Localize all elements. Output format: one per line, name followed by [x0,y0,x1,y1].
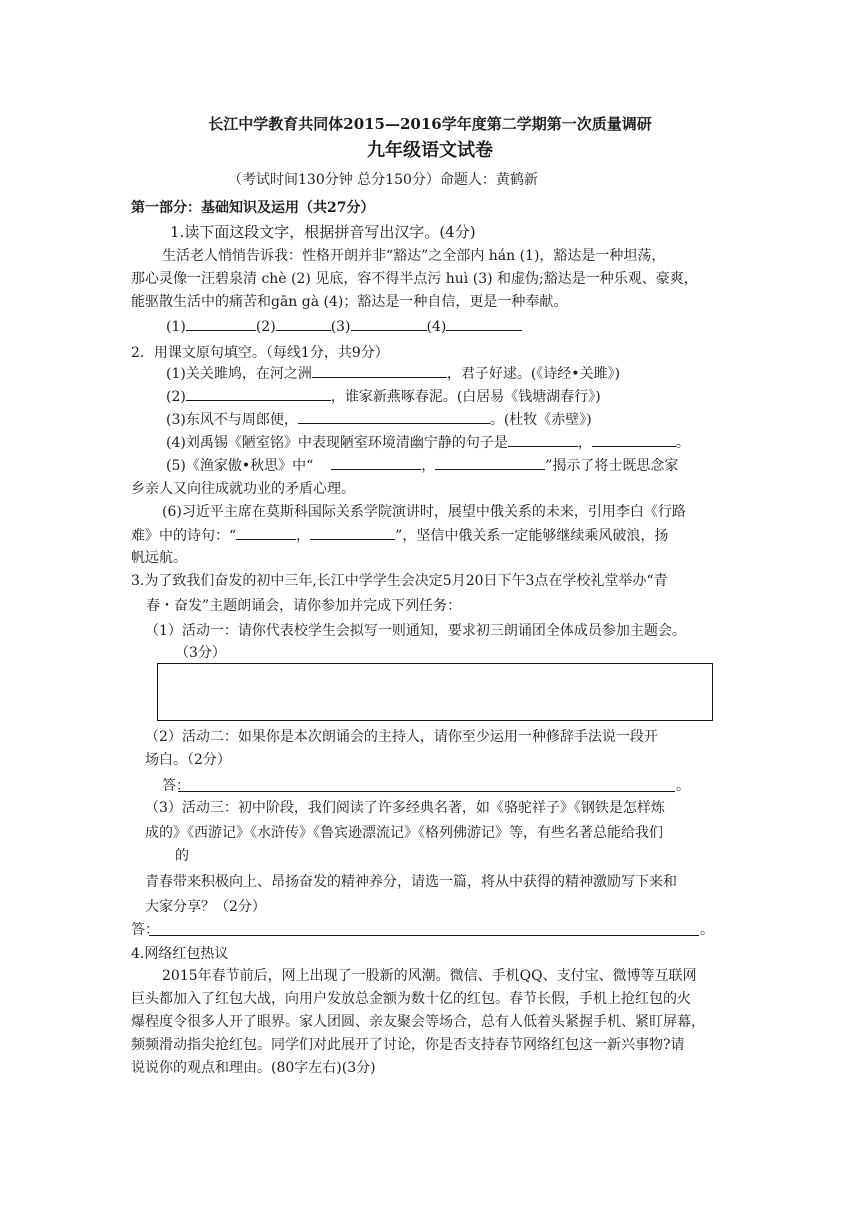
q1-para-line-2: 那心灵像一汪碧泉清 chè (2) 见底，容不得半点污 huì (3) 和虚伪;豁达是一种乐观、豪爽， [131,271,698,287]
q1-blank-4[interactable] [446,316,522,331]
q1-blank-label-3: (3) [330,319,351,335]
q2-blank-5b[interactable] [435,455,545,470]
q4-para-line-4: 频频滑动指尖抢红包。同学们对此展开了讨论，你是否支持春节网络红包这一新兴事物?请 [131,1037,685,1053]
q4-title: 4.网络红包热议 [131,946,229,962]
q1-blank-label-1: (1) [166,319,186,335]
q2-item-6-line-2 [131,525,668,546]
q3-intro-line-1: 3.为了致我们奋发的初中三年,长江中学学生会决定5月20日下午3点在学校礼堂举办“青 [131,573,668,589]
q3-activity-3-line-3: 的 [175,848,189,864]
q2-item-1-source: ，君子好逑。(《诗经•关雎》) [446,366,621,382]
q3-activity-2-line-1: （2）活动二：如果你是本次朗诵会的主持人，请你至少运用一种修辞手法说一段开 [145,729,658,745]
q4-para-line-3: 爆程度令很多人开了眼界。家人团圆、亲友聚会等场合，总有人低着头紧握手机、紧盯屏幕， [131,1014,705,1030]
q2-item-5-tail: ”揭示了将士既思念家 [545,458,679,474]
exam-info: （考试时间130分钟 总分150分）命题人：黄鹤新 [228,172,538,188]
q4-para-line-2: 巨头都加入了红包大战，向用户发放总金额为数十亿的红包。春节长假，手机上抢红包的火 [131,991,691,1007]
q2-item-5 [166,455,678,476]
q2-item-2-source: ，谁家新燕啄春泥。(白居易《钱塘湖春行》) [330,389,601,405]
q2-item-6-line-1: (6)习近平主席在莫斯科国际关系学院演讲时，展望中俄关系的未来，引用李白《行路 [162,504,686,520]
q4-para-line-5: 说说你的观点和理由。(80字左右)(3分) [131,1060,376,1076]
q2-item-6-comma: ， [296,528,311,544]
q2-item-2 [166,386,601,407]
q2-item-2-text: (2) [166,389,186,405]
q2-blank-6b[interactable] [310,525,395,540]
q2-item-6-line-3: 帆远航。 [131,550,187,566]
q3-activity-3-line-2: 成的》《西游记》《水浒传》《鲁宾逊漂流记》《格列佛游记》等，有些名著总能给我们 [145,825,663,841]
q2-item-5-text: (5)《渔家傲•秋思》中“ [166,458,314,474]
q3-activity-3-line-4: 青春带来积极向上、昂扬奋发的精神养分，请选一篇，将从中获得的精神激励写下来和 [145,874,677,890]
q2-blank-2[interactable] [186,386,331,401]
q3-activity-2-line-2: 场白。（2分） [145,752,231,768]
q1-blank-label-4: (4) [426,319,447,335]
q2-item-6-tail: ”，坚信中俄关系一定能够继续乘风破浪，扬 [395,528,669,544]
q2-item-6-text: 难》中的诗句：“ [131,528,237,544]
q2-item-4-text: (4)刘禹锡《陋室铭》中表现陋室环境清幽宁静的句子是 [166,435,508,451]
q2-blank-4a[interactable] [508,432,578,447]
q1-blank-1[interactable] [186,316,256,331]
part1-heading: 第一部分：基础知识及运用（共27分） [131,200,375,216]
q2-prompt: 2．用课文原句填空。（每线1分，共9分） [131,345,389,361]
q3-answer-1-label: 答： [162,778,190,794]
q4-para-line-1: 2015年春节前后，网上出现了一股新的风潮。微信、手机QQ、支付宝、微博等互联网 [162,968,697,984]
q2-blank-3[interactable] [298,409,490,424]
exam-subtitle: 九年级语文试卷 [367,140,493,161]
exam-title: 长江中学教育共同体2015—2016学年度第二学期第一次质量调研 [208,115,652,133]
q2-blank-1[interactable] [312,363,447,378]
q2-blank-6a[interactable] [236,525,296,540]
q1-para-line-1: 生活老人悄悄告诉我：性格开朗并非“豁达”之全部内 hán (1)，豁达是一种坦荡， [162,248,666,264]
q1-prompt: 1.读下面这段文字，根据拼音写出汉字。(4分) [170,223,476,241]
q2-item-1-text: (1)关关雎鸠，在河之洲 [166,366,312,382]
q1-blank-3[interactable] [351,316,427,331]
q2-blank-4b[interactable] [592,432,676,447]
q3-answer-2-end: 。 [700,922,714,938]
q3-answer-2-label: 答： [131,922,159,938]
q3-answer-1-line[interactable] [178,791,675,792]
q2-item-3-source: 。(杜牧《赤壁》) [489,412,592,428]
q2-item-3-text: (3)东风不与周郎便， [166,412,298,428]
q3-activity-1-points: （3分） [175,645,226,661]
q1-para-line-3: 能驱散生活中的痛苦和gān gà (4)；豁达是一种自信，更是一种奉献。 [131,294,568,310]
q2-item-4-comma: ， [577,435,592,451]
q2-item-3 [166,409,592,430]
q2-item-4-end: 。 [675,435,690,451]
q2-item-1 [166,363,620,384]
q2-item-4 [166,432,690,453]
q2-item-5-comma: ， [421,458,436,474]
q2-blank-5a[interactable] [331,455,421,470]
q2-item-5-line-2: 乡亲人又向往成就功业的矛盾心理。 [131,481,355,497]
q3-activity-1: （1）活动一：请你代表校学生会拟写一则通知，要求初三朗诵团全体成员参加主题会。 [145,623,686,639]
q3-answer-2-line[interactable] [149,935,699,936]
q1-blank-2[interactable] [276,316,331,331]
q1-blanks-row [166,316,522,337]
q3-intro-line-2: 春・奋发”主题朗诵会，请你参加并完成下列任务： [146,598,462,614]
q3-activity-3-line-5: 大家分享？（2分） [145,899,266,915]
q1-blank-label-2: (2) [255,319,276,335]
q3-answer-1-end: 。 [676,778,690,794]
notice-answer-box[interactable] [157,663,713,721]
q3-activity-3-line-1: （3）活动三：初中阶段，我们阅读了许多经典名著，如《骆驼祥子》《钢铁是怎样炼 [145,800,665,816]
